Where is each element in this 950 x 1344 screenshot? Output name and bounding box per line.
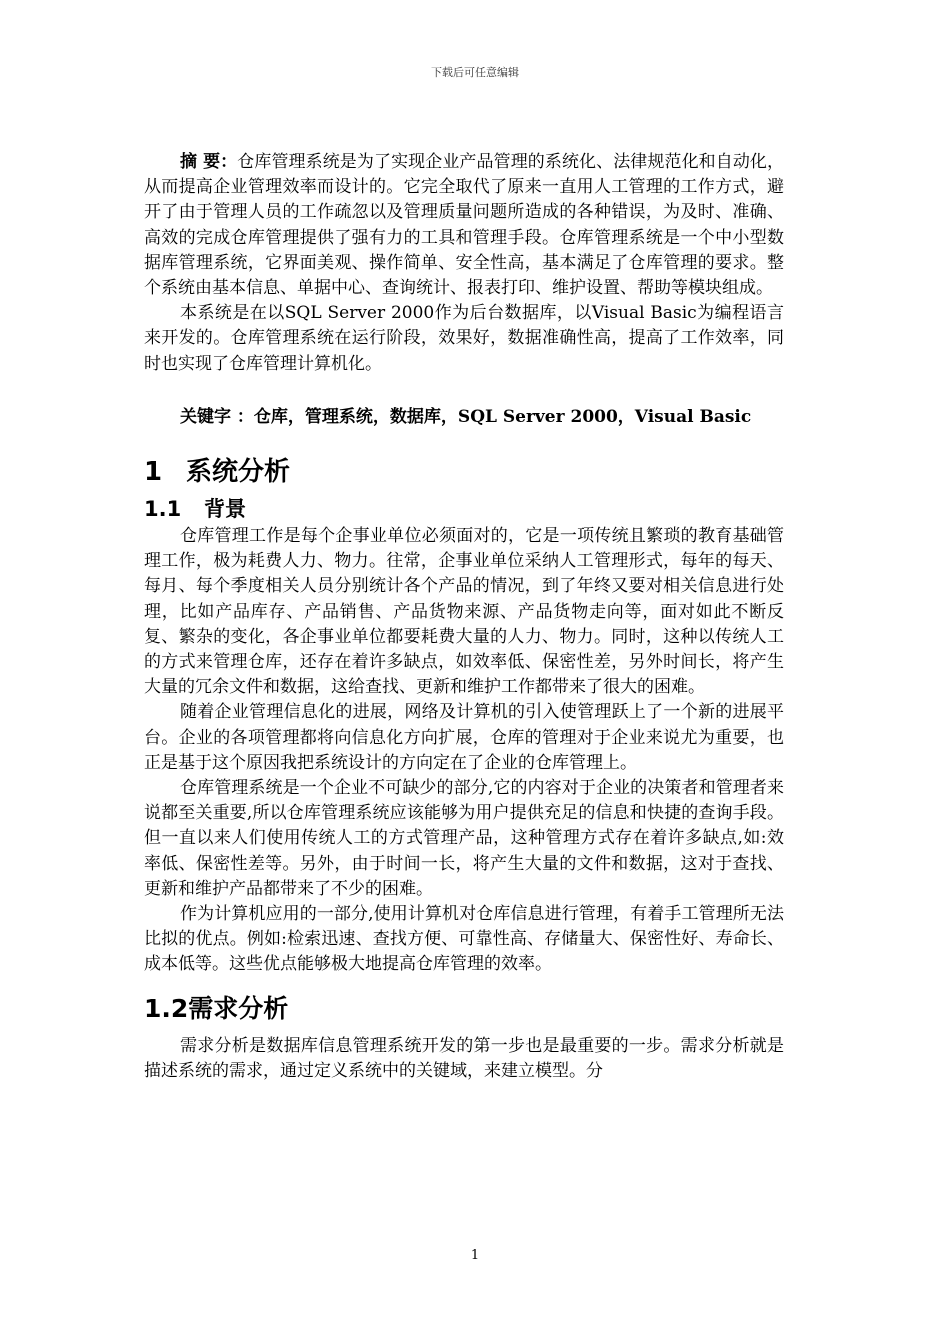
abstract-paragraph-2: 本系统是在以SQL Server 2000作为后台数据库，以Visual Basic为编程语言来开发的。仓库管理系统在运行阶段，效果好，数据准确性高，提高了工作效率，同时也实现了仓库管理计算机化。 (144, 303, 784, 374)
keywords-label: 关键字 ： (180, 406, 254, 427)
abstract-label: 摘 要： (180, 152, 238, 172)
section-1-heading (144, 454, 784, 490)
requirements-paragraph-1: 需求分析是数据库信息管理系统开发的第一步也是最重要的一步。需求分析就是描述系统的需求，通过定义系统中的关键域，来建立模型。分 (144, 1035, 784, 1081)
keywords-paragraph (144, 405, 784, 430)
header-note: 下载后可任意编辑 (431, 66, 519, 79)
section-1-2-heading (144, 990, 784, 1028)
section-1-2-title: 需求分析 (188, 993, 289, 1023)
section-1-number: 1 (144, 457, 163, 488)
abstract-text-1: 仓库管理系统是为了实现企业产品管理的系统化、法律规范化和自动化，从而提高企业管理效率而设计的。它完全取代了原来一直用人工管理的工作方式，避开了由于管理人员的工作疏忽以及管理质量问题所造成的各种错误，为及时、准确、高效的完成仓库管理提供了强有力的工具和管理手段。仓库管理系统是一个中小型数据库管理系统，它界面美观、操作简单、安全性高，基本满足了仓库管理的要求。整个系统由基本信息、单据中心、查询统计、报表打印、维护设置、帮助等模块组成。 (144, 152, 785, 299)
abstract-paragraph-1 (144, 150, 784, 301)
section-1-1-title: 背景 (204, 497, 246, 522)
background-paragraph-2: 随着企业管理信息化的进展，网络及计算机的引入使管理跃上了一个新的进展平台。企业的各项管理都将向信息化方向扩展，仓库的管理对于企业来说尤为重要，也正是基于这个原因我把系统设计的方向定在了企业的仓库管理上。 (144, 702, 784, 773)
background-paragraph-4: 作为计算机应用的一部分,使用计算机对仓库信息进行管理，有着手工管理所无法比拟的优点。例如:检索迅速、查找方便、可靠性高、存储量大、保密性好、寿命长、成本低等。这些优点能够极大地提高仓库管理的效率。 (144, 904, 784, 975)
page-number: 1 (470, 1248, 480, 1263)
background-paragraph-3: 仓库管理系统是一个企业不可缺少的部分,它的内容对于企业的决策者和管理者来说都至关重要,所以仓库管理系统应该能够为用户提供充足的信息和快捷的查询手段。但一直以来人们使用传统人工的方式管理产品，这种管理方式存在着许多缺点,如:效率低、保密性差等。另外，由于时间一长，将产生大量的文件和数据，这对于查找、更新和维护产品都带来了不少的困难。 (144, 778, 784, 899)
keywords-value: 仓库，管理系统，数据库，SQL Server 2000，Visual Basic (253, 406, 752, 427)
section-1-title: 系统分析 (186, 457, 291, 488)
section-1-1-heading (144, 494, 784, 524)
section-1-1-number: 1.1 (144, 497, 182, 522)
document-body (144, 150, 784, 1084)
background-paragraph-1: 仓库管理工作是每个企事业单位必须面对的，它是一项传统且繁琐的教育基础管理工作，极为耗费人力、物力。往常，企事业单位采纳人工管理形式，每年的每天、每月、每个季度相关人员分别统计各个产品的情况，到了年终又要对相关信息进行处理，比如产品库存、产品销售、产品货物来源、产品货物走向等，面对如此不断反复、繁杂的变化，各企事业单位都要耗费大量的人力、物力。同时，这种以传统人工的方式来管理仓库，还存在着许多缺点，如效率低、保密性差，另外时间长，将产生大量的冗余文件和数据，这给查找、更新和维护工作都带来了很大的困难。 (144, 526, 784, 698)
section-1-2-number: 1.2 (144, 993, 189, 1023)
